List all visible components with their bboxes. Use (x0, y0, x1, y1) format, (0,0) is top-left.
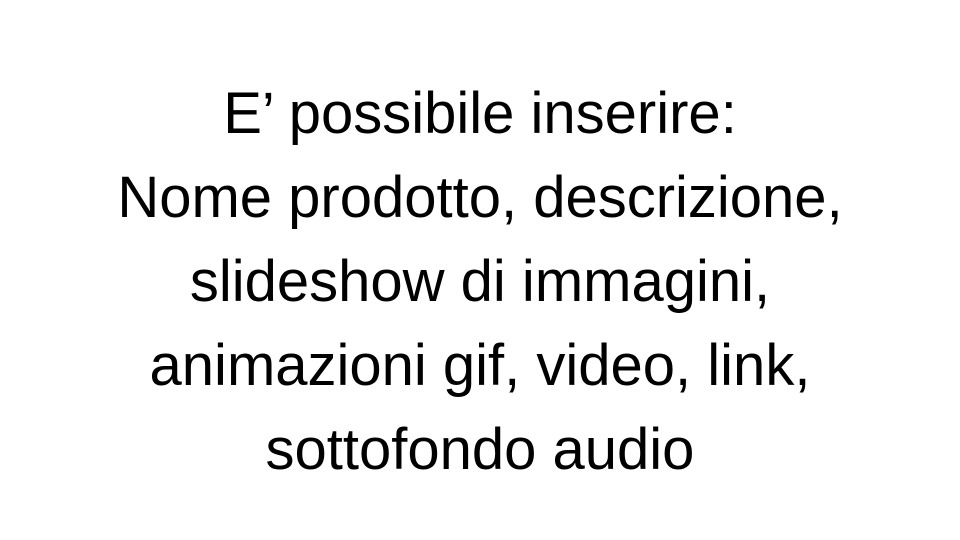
slide-line-5: sottofondo audio (265, 417, 695, 482)
slide-body-text (0, 72, 960, 492)
slide-line-heading: E’ possibile inserire: (223, 81, 737, 146)
slide-line-2: Nome prodotto, descrizione, (117, 165, 843, 230)
slide-line-4: animazioni gif, video, link, (149, 333, 811, 398)
slide-line-3: slideshow di immagini, (189, 249, 771, 314)
